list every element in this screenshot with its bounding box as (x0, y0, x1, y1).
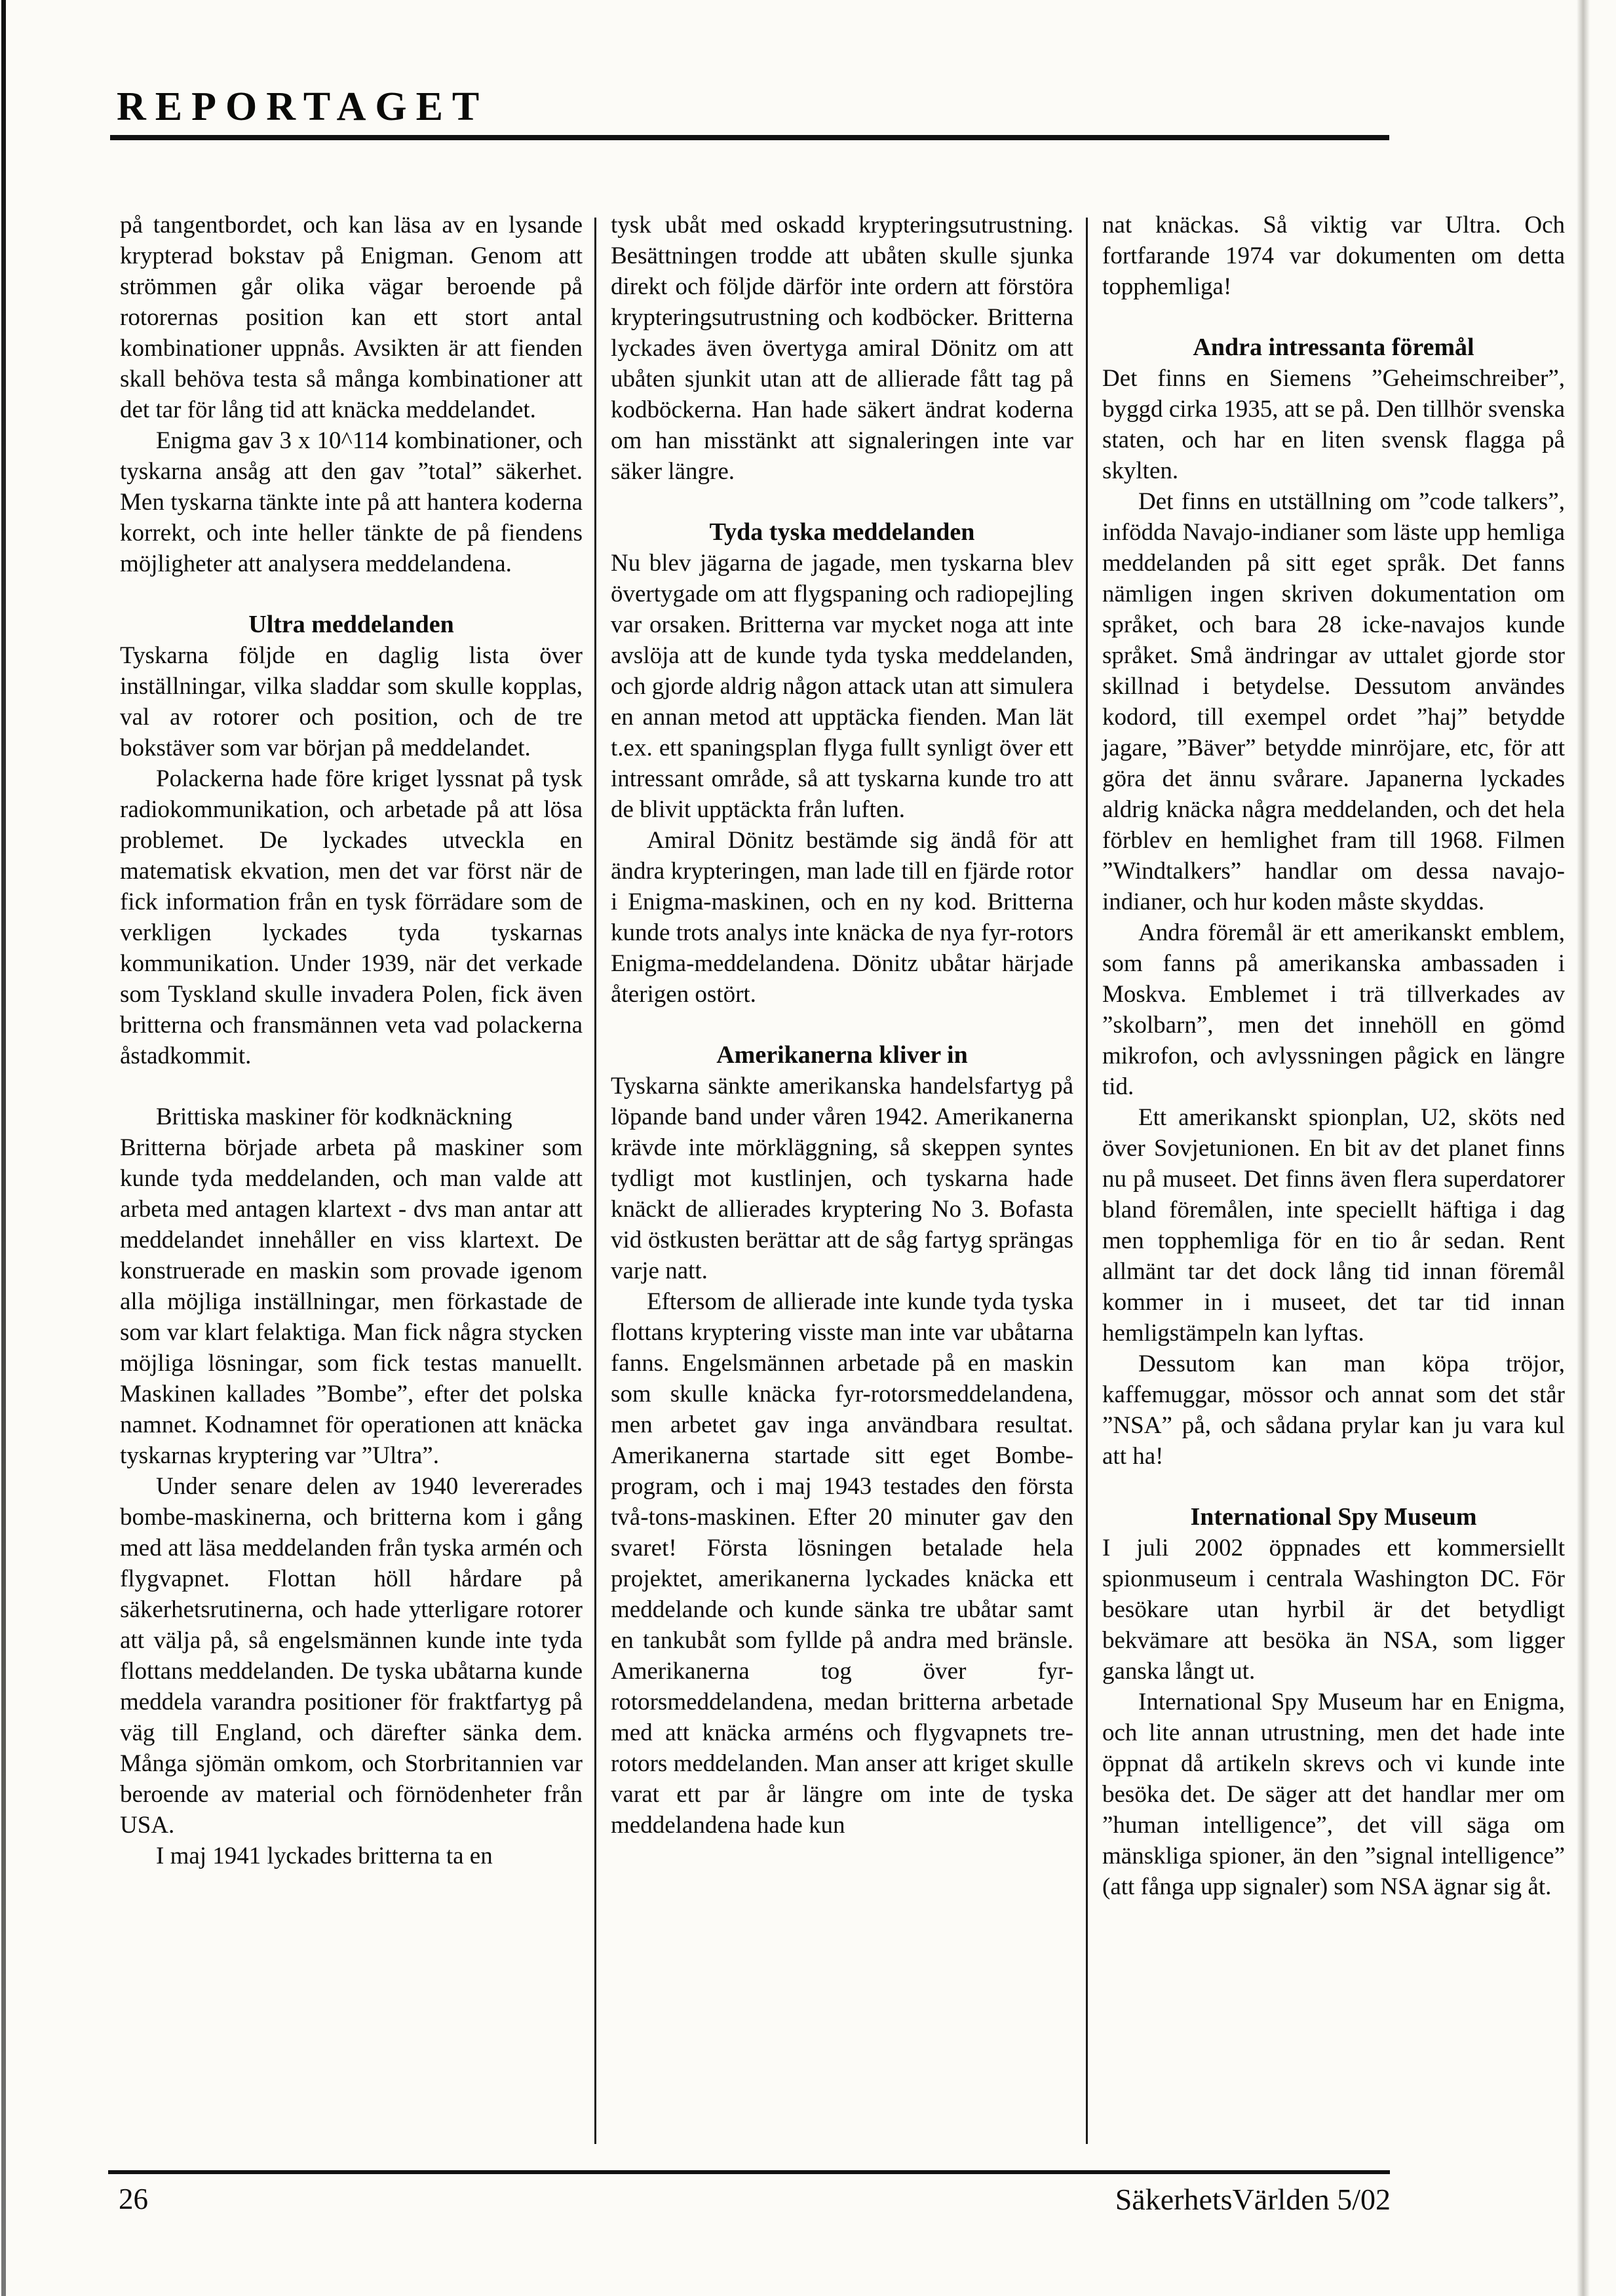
paragraph: Enigma gav 3 x 10^114 kombinationer, och tyskarna ansåg att den gav ”total” säkerhet. Men tyskarna tänkte inte på att hantera koderna korrekt, och inte heller tänkte de på fiendens möjligheter att analysera meddelandena. (120, 427, 583, 577)
paragraph: Polackerna hade före kriget lyssnat på tysk radiokommunikation, och arbetade på att lösa problemet. De lyckades utveckla en matematisk ekvation, men det var först när de fick information från en tysk förrädare som de verkligen lyckades tyda tyskarnas kommunikation. Under 1939, när det verkade som Tyskland skulle invadera Polen, fick även britterna och fransmännen veta vad polackerna åstadkommit. (120, 765, 583, 1069)
paragraph: Det finns en utställning om ”code talkers”, infödda Navajo-indianer som läste upp hemliga meddelanden på sitt eget språk. Det fanns nämligen ingen skriven dokumentation om språket, och bara 28 icke-navajos kunde språket. Små ändringar av uttalet gjorde stor skillnad i betydelse. Dessutom användes kodord, till exempel ordet ”haj” betydde jagare, ”Bäver” betydde minröjare, etc, för att göra det ännu svårare. Japanerna lyckades aldrig knäcka några meddelanden, och det hela förblev en hemlighet fram till 1968. Filmen ”Windtalkers” handlar om dessa navajo-indianer, och hur koden måste skyddas. (1102, 488, 1565, 915)
subsection-heading: Brittiska maskiner för kodknäckning (156, 1103, 512, 1130)
paragraph: Det finns en Siemens ”Geheimschreiber”, byggd cirka 1935, att se på. Den tillhör svenska staten, och har en liten svensk flagga på skylten. (1102, 365, 1565, 484)
paragraph: tysk ubåt med oskadd krypteringsutrustning. Besättningen trodde att ubåten skulle sjunka direkt och följde därför inte ordern att förstöra krypteringsutrustning och kodböcker. Britterna lyckades även övertyga amiral Dönitz om att ubåten sjunkit utan att de allierade fått tag på kodböckerna. Han hade säkert ändrat koderna om han misstänkt att signaleringen inte var säker längre. (611, 212, 1073, 485)
paragraph: på tangentbordet, och kan läsa av en lysande krypterad bokstav på Enigman. Genom att strömmen går olika vägar beroende på rotorernas position kan ett stort antal kombinationer uppnås. Avsikten är att fienden skall behöva testa så många kombinationer att det tar för lång tid att knäcka meddelandet. (120, 212, 583, 423)
page-title: REPORTAGET (117, 85, 489, 129)
page-left-edge-shadow (1, 0, 6, 2296)
paragraph: Eftersom de allierade inte kunde tyda tyska flottans kryptering visste man inte var ubåtarna fanns. Engelsmännen arbetade på en maskin som skulle knäcka fyr-rotorsmeddelandena, men arbetet gav inga användbara resultat. Amerikanerna startade sitt eget Bombe-program, och i maj 1943 testades den första två-tons-maskinen. Efter 20 minuter gav den svaret! Första lösningen betalade hela projektet, amerikanerna lyckades knäcka ett meddelande och kunde sänka tre ubåtar samt en tankubåt som fyllde på andra med bränsle. Amerikanerna tog över fyr-rotorsmeddelandena, medan britterna arbetade med att knäcka arméns och flygvapnets tre-rotors meddelanden. Man anser att kriget skulle varat ett par år längre om inte de tyska meddelandena hade kun (611, 1288, 1073, 1839)
paragraph: Tyskarna följde en daglig lista över inställningar, vilka sladdar som skulle kopplas, val av rotorer och position, och de tre bokstäver som var början på meddelandet. (120, 642, 583, 761)
paragraph: Amiral Dönitz bestämde sig ändå för att ändra krypteringen, man lade till en fjärde rotor i Enigma-maskinen, och en ny kod. Britterna kunde trots analys inte knäcka de nya fyr-rotors Enigma-meddelandena. Dönitz ubåtar härjade återigen ostört. (611, 827, 1073, 1008)
paragraph: Tyskarna sänkte amerikanska handelsfartyg på löpande band under våren 1942. Amerikanerna krävde inte mörkläggning, så skeppen syntes tydligt mot kustlinjen, och tyskarna hade knäckt de allierades kryptering No 3. Bofasta vid östkusten berättar att de såg fartyg sprängas varje natt. (611, 1073, 1073, 1284)
paragraph: Dessutom kan man köpa tröjor, kaffemuggar, mössor och annat som det står ”NSA” på, och sådana prylar kan ju vara kul att ha! (1102, 1350, 1565, 1470)
paragraph: I maj 1941 lyckades britterna ta en (156, 1843, 493, 1869)
section-heading: Ultra meddelanden (248, 611, 454, 638)
section-heading: Amerikanerna kliver in (716, 1041, 968, 1069)
paragraph: I juli 2002 öppnades ett kommersiellt spionmuseum i centrala Washington DC. För besökare utan hyrbil är det betydligt bekvämare att besöka än NSA, som ligger ganska långt ut. (1102, 1535, 1565, 1685)
section-heading: Tyda tyska meddelanden (709, 518, 975, 546)
article-column-2 (611, 210, 1073, 2149)
header-rule (110, 135, 1389, 140)
column-divider-1 (594, 218, 596, 2144)
paragraph: nat knäckas. Så viktig var Ultra. Och fortfarande 1974 var dokumenten om detta topphemliga! (1102, 212, 1565, 300)
article-column-3 (1102, 210, 1565, 2149)
paragraph: Britterna började arbeta på maskiner som kunde tyda meddelanden, och man valde att arbeta med antagen klartext - dvs man antar att meddelandet innehåller en viss klartext. De konstruerade en maskin som provade igenom alla möjliga inställningar, men förkastade de som var klart felaktiga. Man fick några stycken möjliga lösningar, som fick testas manuellt. Maskinen kallades ”Bombe”, efter det polska namnet. Kodnamnet för operationen att knäcka tyskarnas kryptering var ”Ultra”. (120, 1134, 583, 1469)
paragraph: Nu blev jägarna de jagade, men tyskarna blev övertygade om att flygspaning och radiopejling var orsaken. Britterna var mycket noga att inte avslöja att de kunde tyda tyska meddelanden, och gjorde aldrig någon attack utan att simulera en annan metod att upptäcka fienden. Man lät t.ex. ett spaningsplan flyga fullt synligt över ett intressant område, så att tyskarna kunde tro att de blivit upptäckta från luften. (611, 550, 1073, 823)
page-number: 26 (119, 2183, 148, 2215)
article-column-1 (120, 210, 583, 2149)
paragraph: International Spy Museum har en Enigma, och lite annan utrustning, men det hade inte öppnat då artikeln skrevs och vi kunde inte besöka det. De säger att det handlar mer om ”human intelligence”, det vill säga om mänskliga spioner, än den ”signal intelligence” (att fånga upp signaler) som NSA ägnar sig åt. (1102, 1689, 1565, 1900)
paragraph: Under senare delen av 1940 levererades bombe-maskinerna, och britterna kom i gång med att läsa meddelanden från tyska armén och flygvapnet. Flottan höll hårdare på säkerhetsrutinerna, och hade ytterligare rotorer att välja på, så engelsmännen kunde inte tyda flottans meddelanden. De tyska ubåtarna kunde meddela varandra positioner för fraktfartyg på väg till England, och därefter sänka dem. Många sjömän omkom, och Storbritannien var beroende av material och förnödenheter från USA. (120, 1473, 583, 1839)
paragraph: Andra föremål är ett amerikanskt emblem, som fanns på amerikanska ambassaden i Moskva. Emblemet i trä tillverkades av ”skolbarn”, men det innehöll en gömd mikrofon, och avlyssningen pågick en längre tid. (1102, 919, 1565, 1100)
paragraph: Ett amerikanskt spionplan, U2, sköts ned över Sovjetunionen. En bit av det planet finns nu på museet. Det finns även flera superdatorer bland föremålen, inte speciellt häftiga i dag men topphemliga för en tio år sedan. Rent allmänt tar det dock lång tid innan föremål kommer in i museet, det tar tid innan hemligstämpeln kan lyftas. (1102, 1104, 1565, 1347)
magazine-name-issue: SäkerhetsVärlden 5/02 (1115, 2183, 1391, 2216)
section-heading: Andra intressanta föremål (1193, 334, 1474, 361)
section-heading: International Spy Museum (1190, 1503, 1477, 1531)
column-divider-2 (1086, 218, 1088, 2144)
footer-rule (108, 2170, 1390, 2174)
page-right-edge-shadow (1577, 0, 1590, 2296)
